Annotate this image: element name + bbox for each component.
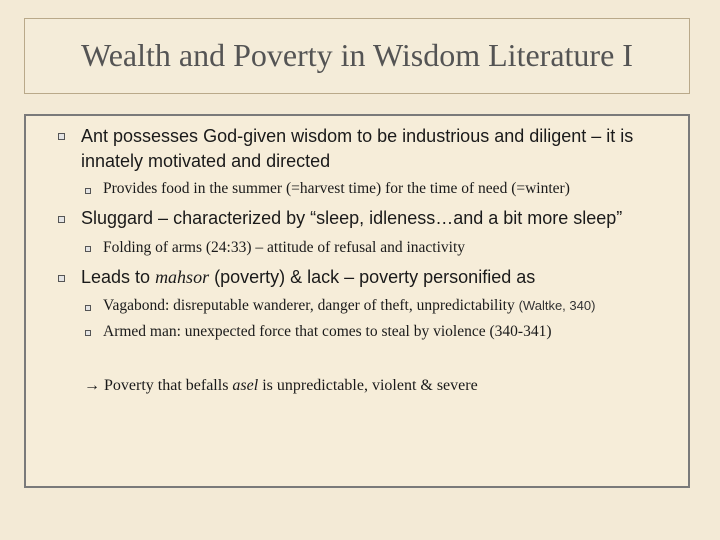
term-asel: asel [232,377,259,394]
sub-bullet-vagabond [103,296,595,316]
bullet-leads-to-mahsor [81,265,535,290]
bullet-text-before: Leads to [81,267,156,287]
sub-bullet-square-icon [85,188,91,194]
conclusion-line [84,376,478,396]
bullet-square-icon [58,275,65,282]
sub-bullet-square-icon [85,246,91,252]
sub-bullet-provides-food: Provides food in the summer (=harvest time) for the time of need (=winter) [103,180,570,197]
sub-bullet-square-icon [85,305,91,311]
bullet-sluggard: Sluggard – characterized by “sleep, idleness…and a bit more sleep” [81,208,623,228]
bullet-text-after: (poverty) & lack – poverty personified as [209,267,536,287]
sub-bullet-armed-man: Armed man: unexpected force that comes to steal by violence (340-341) [103,323,552,340]
citation-waltke: (Waltke, 340) [518,298,596,313]
sub-bullet-square-icon [85,330,91,336]
term-mahsor: mahsor [155,267,210,287]
bullet-ant: Ant possesses God-given wisdom to be industrious and diligent – it is innately motivated and directed [81,126,634,171]
sub-bullet-folding-arms: Folding of arms (24:33) – attitude of refusal and inactivity [103,239,466,256]
conclusion-after: is unpredictable, violent & severe [258,377,478,394]
arrow-right-icon: → [84,377,100,394]
bullet-square-icon [58,133,65,140]
bullet-square-icon [58,216,65,223]
title-box [24,18,690,94]
vagabond-text: Vagabond: disreputable wanderer, danger of theft, unpredictability [103,297,515,314]
slide-title: Wealth and Poverty in Wisdom Literature I [81,37,633,73]
conclusion-before: Poverty that befalls [104,377,233,394]
